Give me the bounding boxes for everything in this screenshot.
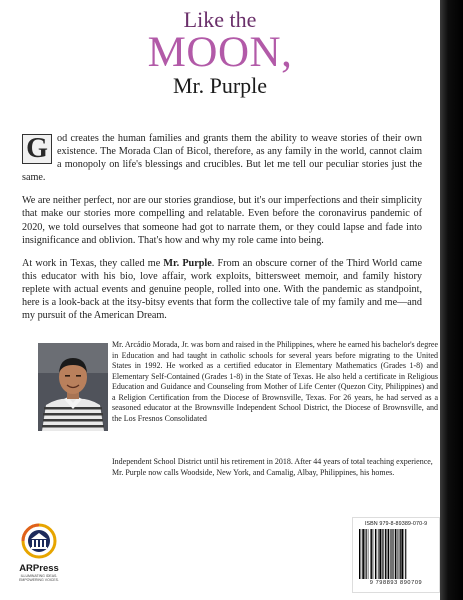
author-photo (38, 343, 108, 431)
blurb-paragraph-3 (22, 257, 422, 322)
publisher-name: ARPress (19, 563, 59, 574)
author-bio-continued: Independent School District until his retirement in 2018. After 44 years of total teaching experience, Mr. Purple now calls Woodside, New York, and Camalig, Albay, Philippines, his homes. (112, 457, 433, 477)
publisher-logo (17, 523, 61, 581)
blurb-paragraph-1 (22, 132, 422, 184)
blurb-paragraph-2: We are neither perfect, nor are our stories grandiose, but it's our imperfections and their simplicity that make our stories more compelling and relatable. Even before the coronavirus pandemic of 2020, we told ourselves that someone had got to narrate them, or they could lapse and fade into insignificance and oblivion. That's how and why my role came into being. (22, 195, 422, 246)
blurb-p3-end: . From an obscure corner of the Third World came this educator with his bio, love affair, work exploits, bittersweet memoir, and family history replete with actual events and genuine people, rolled into one. With the pandemic as standpoint, here is a look-back at the itsy-bitsy events that form the collective tale of my family and me—and my pursuit of the American Dream. (22, 257, 422, 322)
book-title (0, 8, 440, 98)
isbn-label: ISBN 979-8-89389-070-9 (364, 521, 428, 527)
spine-edge (440, 0, 463, 600)
author-bio: Mr. Arcádio Morada, Jr. was born and raised in the Philippines, where he earned his bachelor's degree in Education and had taught in catholic schools for several years before migrating to the United States in 1992. He worked as a certified educator in Elementary Mathematics (Grades 1-8) and Elementary Self-Contained (Grades 1-8) in the State of Texas. He also held a certificate in Religious Education and Guidance and Counseling from Mother of Life Center (Quezon City, Philippines) and a Religion Certification from the Diocese of Brownsville, Texas. For 26 years, he had served as a seasoned educator at the Brownsville Independent School District, the Diocese of Brownsville, and the Los Fresnos Consolidated (112, 340, 438, 423)
arpress-emblem-icon (17, 523, 61, 559)
blurb-paragraph-1-text: od creates the human families and grants them the ability to weave stories of their own existence. The Morada Clan of Bicol, therefore, as any family in the world, cannot claim a monopoly on life's blessings and crucibles. But let me tell our peculiar stories just the same. (22, 133, 422, 184)
barcode-number: 9 798893 890709 (369, 580, 423, 586)
title-line-2: MOON, (147, 29, 293, 76)
blurb (22, 132, 422, 332)
barcode-icon (356, 529, 436, 579)
blurb-p3-start: At work in Texas, they called me (22, 257, 164, 269)
title-line-3: Mr. Purple (172, 73, 268, 98)
mr-purple-bold: Mr. Purple (163, 257, 212, 269)
isbn-barcode (352, 517, 440, 593)
publisher-tagline: ILLUMINATING IDEAS. EMPOWERING VOICES. (19, 574, 59, 582)
drop-cap: G (22, 134, 52, 164)
title-line-1: Like the (183, 7, 257, 32)
